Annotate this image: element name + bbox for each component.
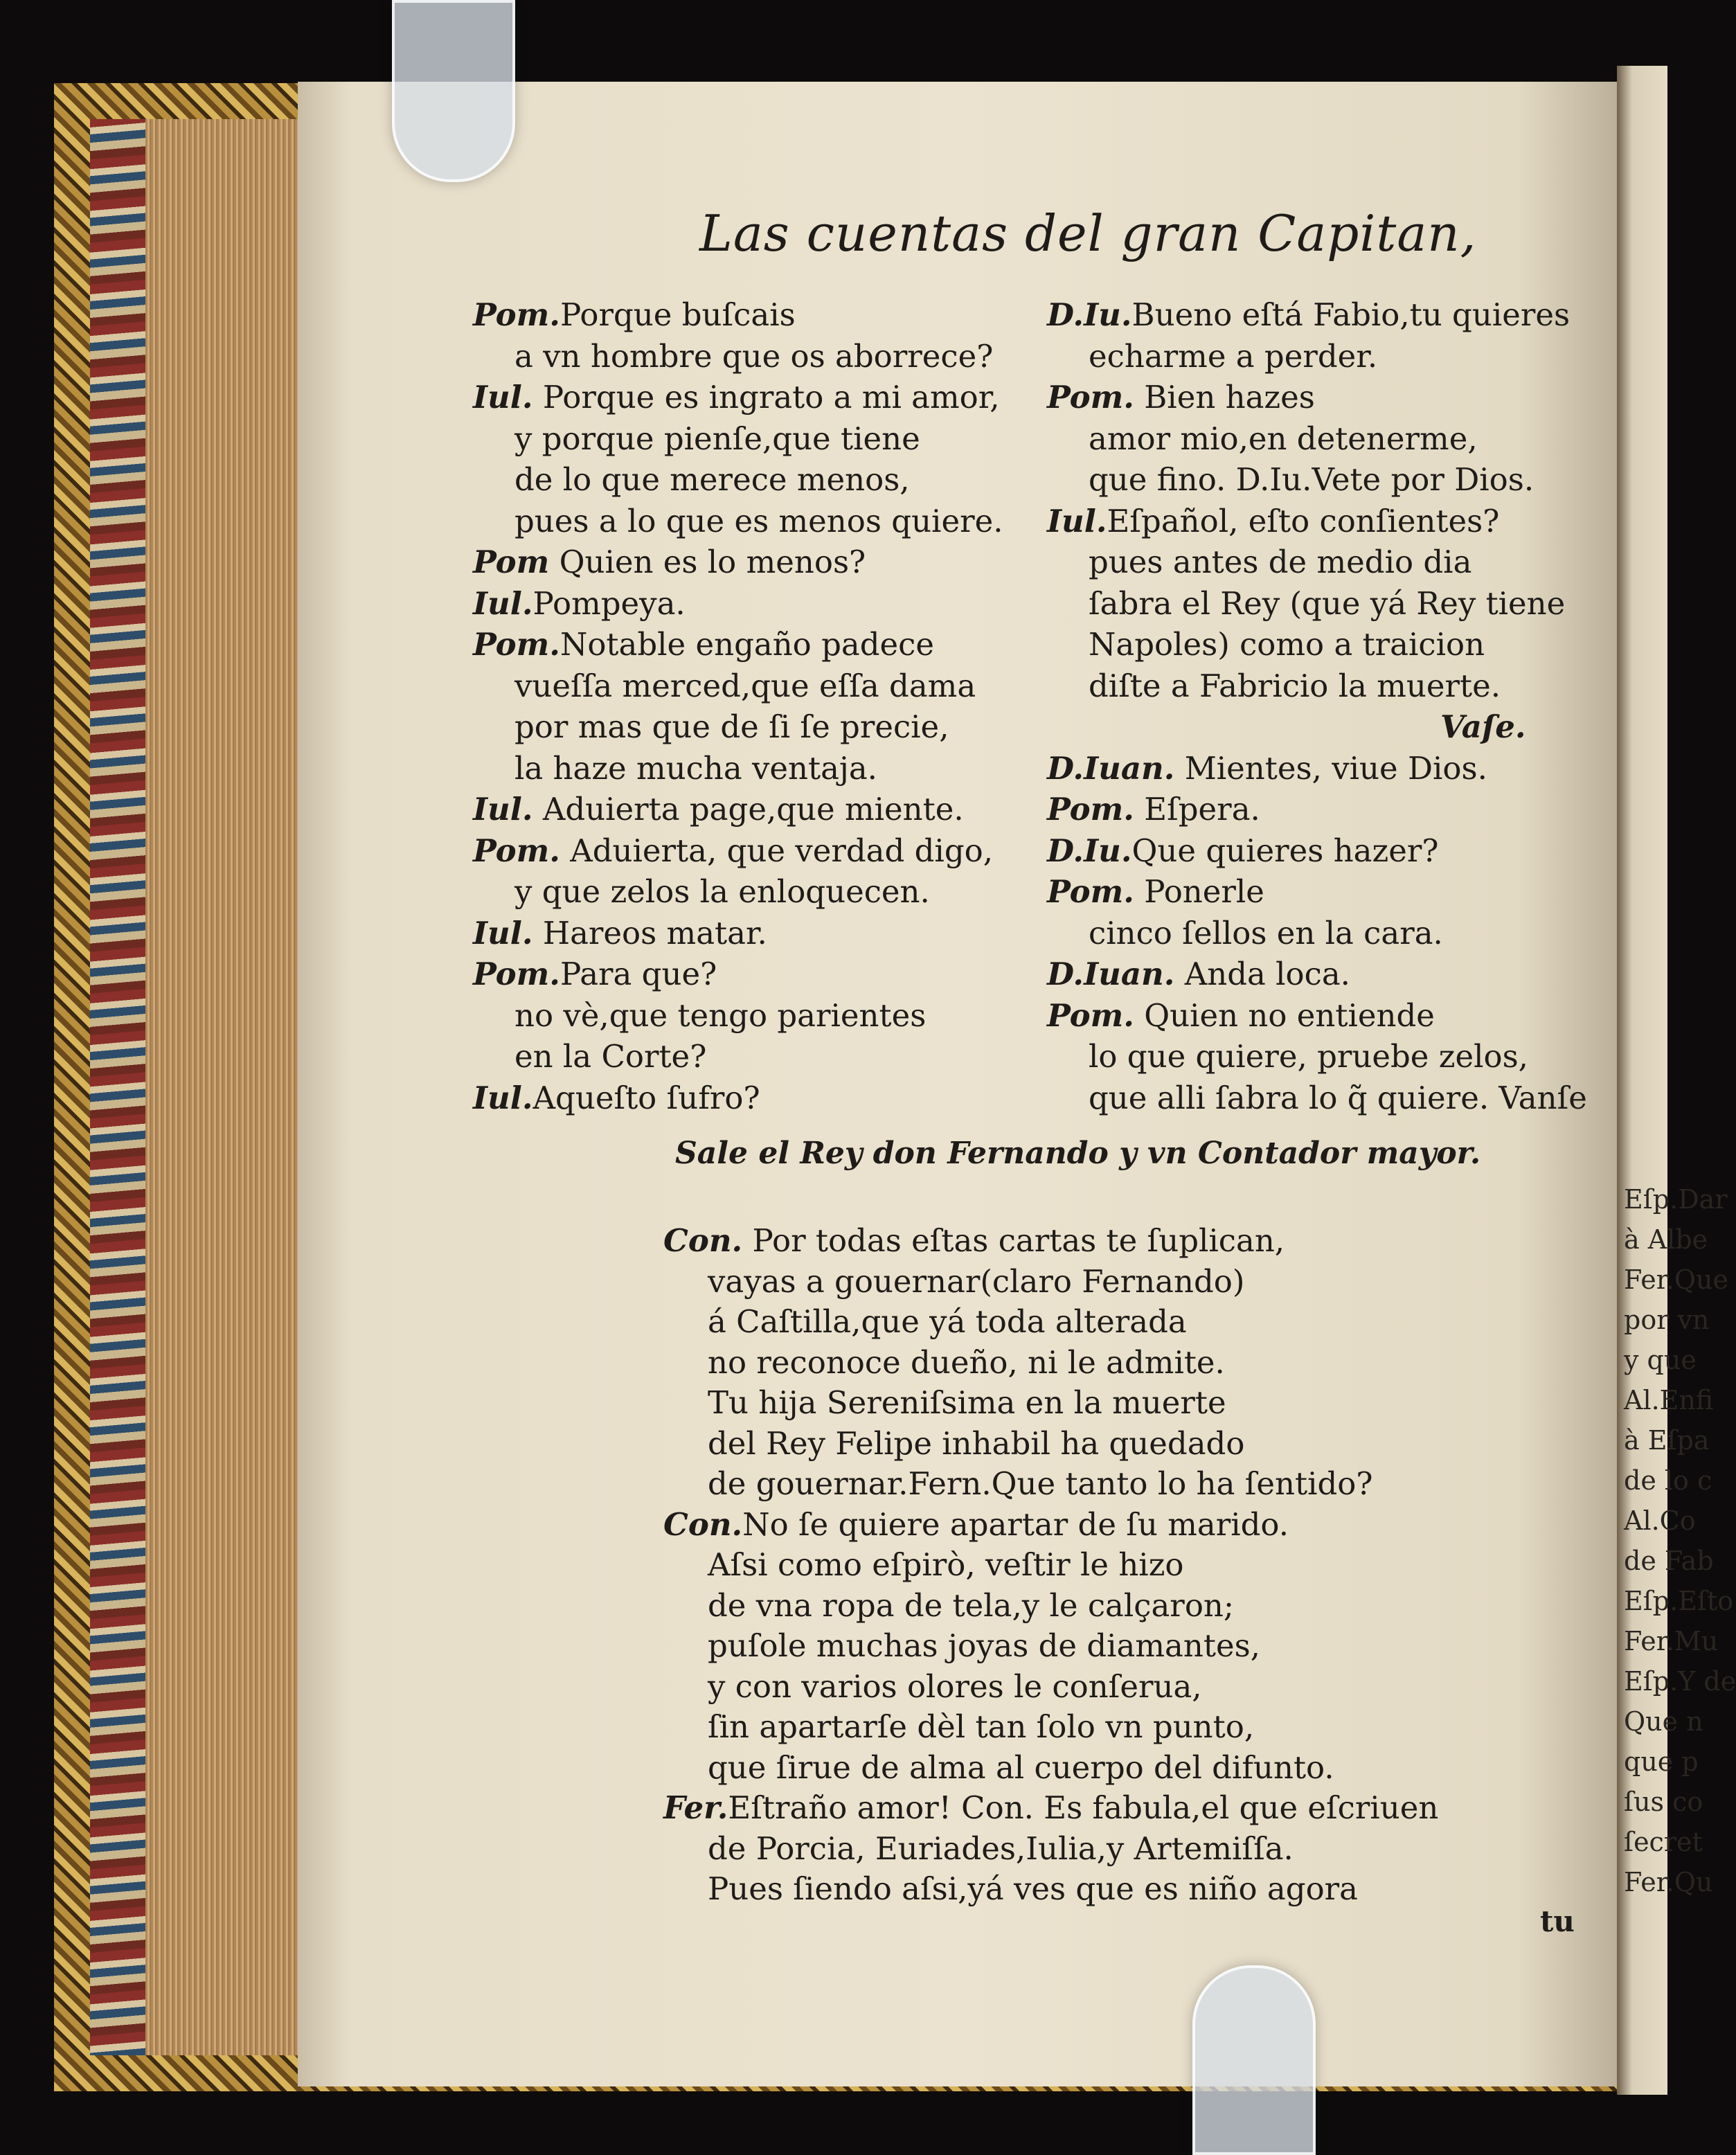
speaker-label: Con. xyxy=(663,1222,743,1259)
next-page-fragment: à Albe xyxy=(1624,1224,1708,1255)
verse-text: por mas que de ſi ſe precie, xyxy=(514,708,949,745)
verse-text: cinco ſellos en la cara. xyxy=(1089,914,1443,951)
speaker-label: Fer. xyxy=(663,1789,728,1826)
next-page-fragment: ſecret xyxy=(1624,1827,1703,1857)
verse-text: Que quieres hazer? xyxy=(1131,832,1439,869)
verse-text: de vna ropa de tela,y le calçaron; xyxy=(708,1586,1235,1624)
verse-text: Por todas eſtas cartas te ſuplican, xyxy=(742,1222,1285,1259)
speaker-label: Pom. xyxy=(1047,996,1134,1034)
verse-line xyxy=(1089,624,1485,665)
verse-text: lo que quiere, pruebe zelos, xyxy=(1089,1038,1528,1075)
speaker-label: Pom. xyxy=(473,832,560,869)
verse-text: Quien no entiende xyxy=(1134,996,1435,1034)
verse-text: del Rey Felipe inhabil ha quedado xyxy=(708,1424,1245,1462)
verse-text: Para que? xyxy=(560,956,717,992)
next-page-fragment: Eſp.Y de xyxy=(1624,1666,1736,1697)
catchword: tu xyxy=(1540,1904,1575,1938)
verse-line xyxy=(1089,336,1377,377)
verse-line xyxy=(1089,1036,1528,1078)
verse-text: de Porcia, Euriades,Iulia,y Artemiſſa. xyxy=(708,1830,1294,1867)
verse-text: de gouernar.Fern.Que tanto lo ha ſentido? xyxy=(708,1465,1373,1502)
verse-line xyxy=(473,294,796,336)
verse-text: a vn hombre que os aborrece? xyxy=(514,337,994,375)
verse-text: Tu hija Sereniſsima en la muerte xyxy=(708,1384,1226,1421)
verse-text: que ſirue de alma al cuerpo del difunto. xyxy=(708,1749,1334,1786)
verse-line xyxy=(473,954,717,995)
verse-line xyxy=(708,1706,1254,1748)
verse-line xyxy=(514,1036,706,1078)
verse-line xyxy=(473,1078,760,1119)
verse-text: no reconoce dueño, ni le admite. xyxy=(708,1343,1225,1381)
verse-text: ſin apartarſe dèl tan ſolo vn punto, xyxy=(708,1708,1255,1745)
verse-line xyxy=(1047,789,1260,830)
stage-direction: Sale el Rey don Fernando y vn Contador mayor. xyxy=(675,1136,1481,1171)
next-page-fragment: Eſp.Dar xyxy=(1624,1184,1728,1215)
verse-text: Aqueſto ſufro? xyxy=(533,1079,760,1116)
verse-text: Eſtraño amor! Con. Es fabula,el que eſcriuen xyxy=(728,1789,1439,1826)
verse-line xyxy=(473,377,1000,418)
verse-text: pues a lo que es menos quiere. xyxy=(514,502,1003,539)
verse-line xyxy=(1089,542,1471,583)
verse-text: y porque pienſe,que tiene xyxy=(514,420,920,457)
verse-text: Aduierta page,que miente. xyxy=(533,791,964,828)
next-page-fragment: ſus co xyxy=(1624,1787,1703,1817)
next-page-fragment: de Fab xyxy=(1624,1546,1714,1576)
speaker-label: Pom xyxy=(473,544,550,580)
verse-line xyxy=(663,1220,1285,1262)
speaker-label: Pom. xyxy=(1047,873,1134,910)
verse-line xyxy=(708,1423,1244,1465)
verse-text: vueſſa merced,que eſſa dama xyxy=(514,667,976,704)
verse-text: Vaſe. xyxy=(1440,708,1526,745)
verse-line xyxy=(514,748,877,789)
verse-line xyxy=(1440,706,1526,748)
verse-line xyxy=(514,706,949,748)
verse-line xyxy=(708,1463,1373,1505)
speaker-label: Pom. xyxy=(473,626,560,663)
verse-line xyxy=(473,913,767,954)
glass-weight-bottom xyxy=(1192,1965,1316,2155)
verse-line xyxy=(1047,501,1499,542)
verse-line xyxy=(514,336,993,377)
speaker-label: Con. xyxy=(663,1505,743,1543)
verse-line xyxy=(1047,995,1435,1037)
verse-text: Quien es lo menos? xyxy=(549,544,866,580)
speaker-label: Pom. xyxy=(1047,791,1134,828)
verse-line xyxy=(708,1747,1334,1789)
verse-text: y que zelos la enloquecen. xyxy=(514,873,930,910)
verse-text: Ponerle xyxy=(1134,873,1264,910)
speaker-label: Iul. xyxy=(473,914,533,951)
verse-line xyxy=(663,1787,1438,1829)
verse-line xyxy=(708,1382,1226,1424)
verse-text: Bien hazes xyxy=(1134,379,1315,415)
verse-text: Aduierta, que verdad digo, xyxy=(560,832,994,869)
verse-line xyxy=(708,1544,1184,1586)
verse-line xyxy=(1089,665,1501,707)
speaker-label: Iul. xyxy=(473,1079,533,1116)
verse-text: Pompeya. xyxy=(533,584,686,622)
running-header: Las cuentas del gran Capitan, xyxy=(699,204,1477,262)
verse-text: que alli ſabra lo q̃ quiere. Vanſe xyxy=(1089,1079,1587,1116)
verse-line xyxy=(473,583,686,625)
speaker-label: Iul. xyxy=(473,791,533,828)
verse-line xyxy=(1047,294,1570,336)
verse-line xyxy=(514,459,910,501)
verse-line xyxy=(1089,459,1534,501)
next-page-fragment: y que xyxy=(1624,1345,1697,1375)
verse-text: Napoles) como a traicion xyxy=(1089,626,1485,663)
verse-text: Porque buſcais xyxy=(560,296,796,333)
verse-text: que fino. D.Iu.Vete por Dios. xyxy=(1089,461,1534,498)
verse-line xyxy=(473,789,964,830)
verse-text: diſte a Fabricio la muerte. xyxy=(1089,667,1501,704)
verse-line xyxy=(1047,871,1264,913)
verse-text: Mientes, viue Dios. xyxy=(1174,749,1487,787)
next-page-fragment: Que n xyxy=(1624,1706,1703,1737)
verse-line xyxy=(708,1261,1244,1303)
verse-text: Notable engaño padece xyxy=(560,626,934,663)
verse-text: Aſsi como eſpirò, veſtir le hizo xyxy=(708,1546,1184,1583)
verse-line xyxy=(1047,830,1438,872)
next-page-fragment: Al.Co xyxy=(1624,1505,1696,1536)
verse-line xyxy=(708,1868,1358,1910)
verse-text: pues antes de medio dia xyxy=(1089,544,1472,580)
verse-line xyxy=(514,995,926,1037)
verse-line xyxy=(1089,418,1478,460)
speaker-label: Pom. xyxy=(1047,379,1134,415)
verse-text: amor mio,en detenerme, xyxy=(1089,420,1478,457)
speaker-label: Iul. xyxy=(1047,502,1107,539)
verse-line xyxy=(514,501,1003,542)
verse-line xyxy=(473,624,934,665)
verse-text: Anda loca. xyxy=(1174,956,1350,992)
verse-line xyxy=(1089,1078,1587,1119)
verse-line xyxy=(708,1342,1225,1384)
verse-line xyxy=(663,1504,1289,1546)
verse-line xyxy=(473,830,993,872)
verse-line xyxy=(708,1625,1260,1667)
verse-line xyxy=(1089,913,1443,954)
glass-weight-top xyxy=(392,0,515,182)
verse-text: Porque es ingrato a mi amor, xyxy=(533,379,1000,415)
next-page-fragment: Fer.Qu xyxy=(1624,1867,1713,1897)
speaker-label: D.Iu. xyxy=(1047,296,1132,333)
verse-line xyxy=(708,1585,1234,1627)
verse-text: Hareos matar. xyxy=(533,914,767,951)
verse-text: Bueno eſtá Fabio,tu quieres xyxy=(1131,296,1571,333)
verse-line xyxy=(1089,583,1565,625)
verse-text: no vè,que tengo parientes xyxy=(514,996,927,1034)
verse-line xyxy=(514,665,976,707)
speaker-label: Pom. xyxy=(473,296,560,333)
verse-line xyxy=(514,871,930,913)
verse-text: puſole muchas joyas de diamantes, xyxy=(708,1627,1260,1664)
next-page-fragment: Al.Enfi xyxy=(1624,1385,1714,1415)
speaker-label: D.Iuan. xyxy=(1047,956,1175,992)
verse-text: y con varios olores le conſerua, xyxy=(708,1667,1202,1705)
next-page-fragment: que p xyxy=(1624,1746,1699,1777)
verse-line xyxy=(473,542,866,583)
verse-line xyxy=(1047,748,1487,789)
verse-text: la haze mucha ventaja. xyxy=(514,749,877,787)
verse-text: en la Corte? xyxy=(514,1038,707,1075)
speaker-label: D.Iuan. xyxy=(1047,749,1175,787)
verse-text: de lo que merece menos, xyxy=(514,461,910,498)
verse-text: á Caſtilla,que yá toda alterada xyxy=(708,1303,1187,1340)
verse-text: Pues ſiendo aſsi,yá ves que es niño agora xyxy=(708,1870,1359,1907)
verse-line xyxy=(1047,954,1350,995)
verse-text: Eſpañol, eſto conſientes? xyxy=(1107,502,1500,539)
verse-line xyxy=(708,1301,1187,1343)
next-page-fragment: de lo c xyxy=(1624,1465,1712,1496)
speaker-label: Iul. xyxy=(473,584,533,622)
next-page-edge xyxy=(1617,66,1736,2095)
next-page-fragment: por vn xyxy=(1624,1305,1710,1335)
next-page-fragment: Eſp.Eſto xyxy=(1624,1586,1734,1616)
verse-text: Eſpera. xyxy=(1134,791,1260,828)
verse-line xyxy=(708,1828,1294,1870)
verse-text: No ſe quiere apartar de ſu marido. xyxy=(742,1505,1289,1543)
verse-line xyxy=(708,1666,1202,1708)
verse-text: ſabra el Rey (que yá Rey tiene xyxy=(1089,584,1566,622)
speaker-label: Pom. xyxy=(473,956,560,992)
verse-line xyxy=(514,418,920,460)
verse-text: echarme a perder. xyxy=(1089,337,1378,375)
verse-text: vayas a gouernar(claro Fernando) xyxy=(708,1262,1245,1300)
verse-line xyxy=(1047,377,1315,418)
next-page-fragment: Fer.Mu xyxy=(1624,1626,1719,1656)
next-page-fragment: à Eſpa xyxy=(1624,1425,1710,1456)
speaker-label: Iul. xyxy=(473,379,533,415)
next-page-fragment: Fer.Que xyxy=(1624,1264,1728,1295)
speaker-label: D.Iu. xyxy=(1047,832,1132,869)
